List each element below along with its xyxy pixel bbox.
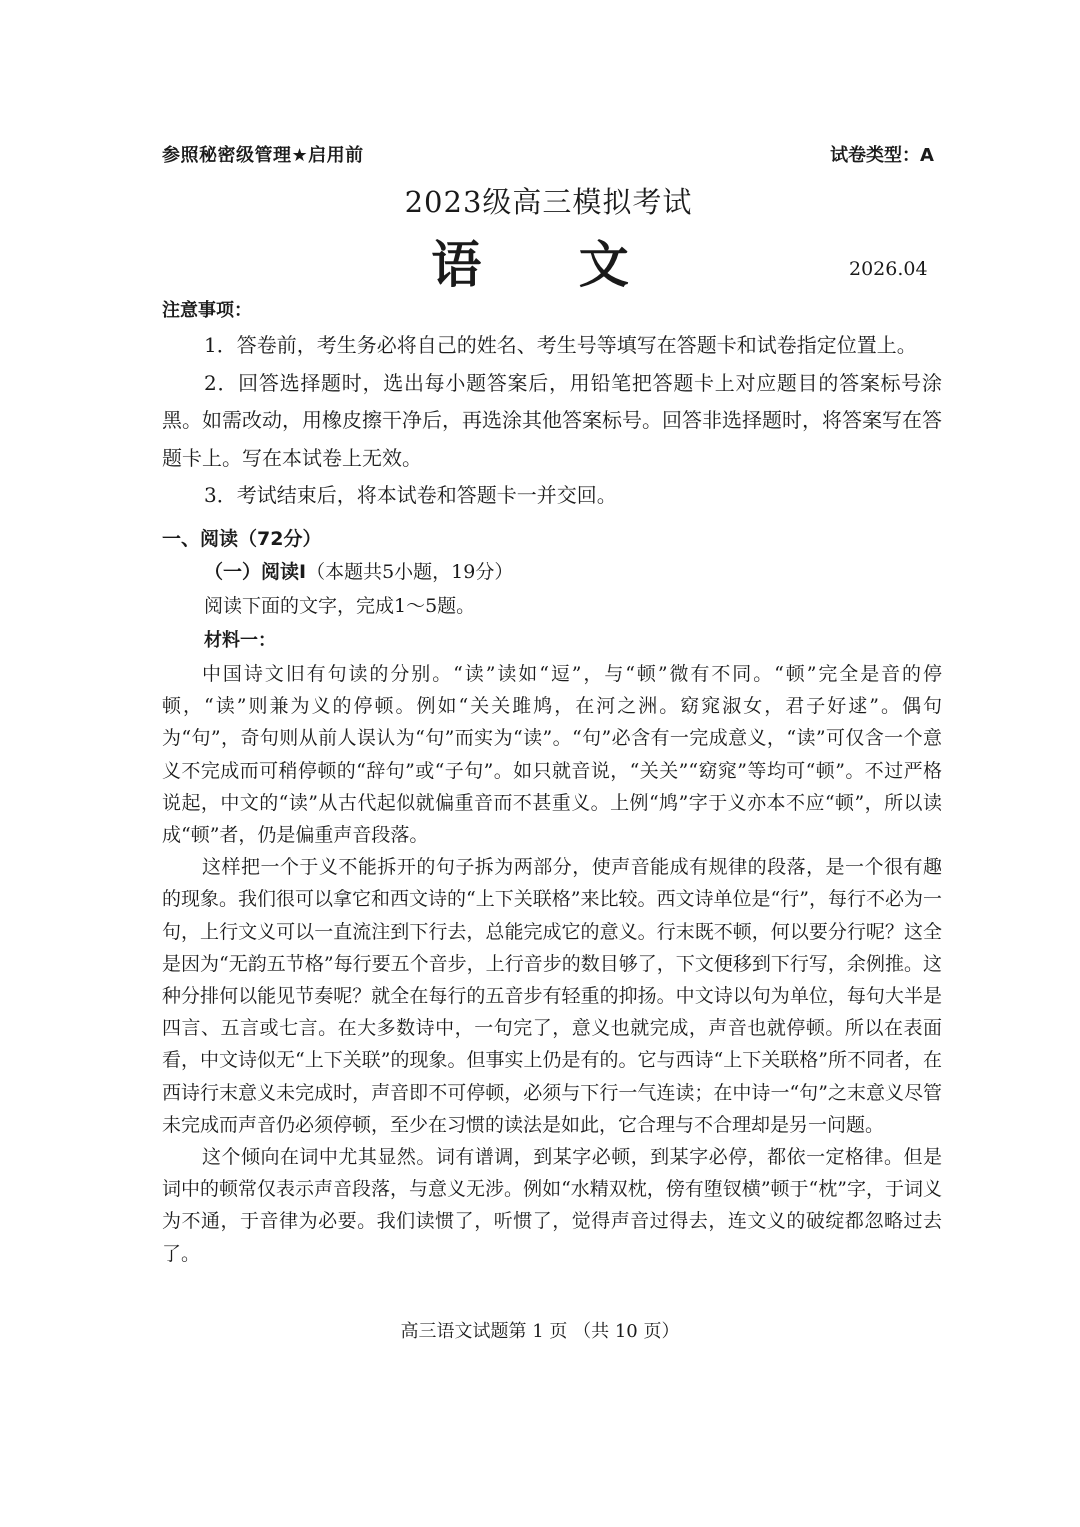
passage-body xyxy=(162,658,942,1270)
subject-title: 语 文 xyxy=(431,236,669,294)
notice-item-2: 2．回答选择题时，选出每小题答案后，用铅笔把答题卡上对应题目的答案标号涂黑。如需改动，用橡皮擦干净后，再选涂其他答案标号。回答非选择题时，将答案写在答题卡上。写在本试卷上无效。 xyxy=(162,370,942,470)
passage-paragraph: 这样把一个于义不能拆开的句子拆为两部分，使声音能成有规律的段落，是一个很有趣的现象。我们很可以拿它和西文诗的“上下关联格”来比较。西文诗单位是“行”，每行不必为一句，上行文义可以一直流注到下行去，总能完成它的意义。行末既不顿，何以要分行呢？这全是因为“无韵五节格”每行要五个音步，上行音步的数目够了，下文便移到下行写，余例推。这种分排何以能见节奏呢？就全在每行的五音步有轻重的抑扬。中文诗以句为单位，每句大半是四言、五言或七言。在大多数诗中，一句完了，意义也就完成，声音也就停顿。所以在表面看，中文诗似无“上下关联”的现象。但事实上仍是有的。它与西诗“上下关联格”所不同者，在西诗行末意义未完成时，声音即不可停顿，必须与下行一气连读；在中诗一“句”之末意义尽管未完成而声音仍必须停顿，至少在习惯的读法是如此，它合理与不合理却是另一问题。 xyxy=(162,856,942,1136)
subsection-name: （一）阅读Ⅰ xyxy=(204,561,307,583)
notice-list xyxy=(162,327,942,515)
paper-type-label: 试卷类型：A xyxy=(830,145,934,166)
exam-date: 2026.04 xyxy=(849,258,928,280)
notice-item-1: 1．答卷前，考生务必将自己的姓名、考生号等填写在答题卡和试卷指定位置上。 xyxy=(204,333,917,357)
passage-paragraph: 这个倾向在词中尤其显然。词有谱调，到某字必顿，到某字必停，都依一定格律。但是词中的顿常仅表示声音段落，与意义无涉。例如“水精双枕，傍有堕钗横”顿于“枕”字，于词义为不通，于音律为必要。我们读惯了，听惯了，觉得声音过得去，连文义的破绽都忽略过去了。 xyxy=(162,1146,942,1265)
material-label: 材料一： xyxy=(204,630,276,651)
notice-title: 注意事项： xyxy=(162,300,252,321)
secret-level-label: 参照秘密级管理★启用前 xyxy=(162,145,364,166)
reading-instruction: 阅读下面的文字，完成1～5题。 xyxy=(204,595,476,617)
exam-title: 2023级高三模拟考试 xyxy=(404,185,693,219)
subsection-title xyxy=(204,557,513,584)
subsection-note: （本题共5小题，19分） xyxy=(306,561,514,583)
page-footer: 高三语文试题第 1 页 （共 10 页） xyxy=(400,1321,680,1342)
notice-item-3: 3．考试结束后，将本试卷和答题卡一并交回。 xyxy=(204,483,617,507)
passage-paragraph: 中国诗文旧有句读的分别。“读”读如“逗”，与“顿”微有不同。“顿”完全是音的停顿，“读”则兼为义的停顿。例如“关关雎鸠，在河之洲。窈窕淑女，君子好逑”。偶句为“句”，奇句则从前人误认为“句”而实为“读”。“句”必含有一完成意义，“读”可仅含一个意义不完成而可稍停顿的“辞句”或“子句”。如只就音说，“关关”“窈窕”等均可“顿”。不过严格说起，中文的“读”从古代起似就偏重音而不甚重义。上例“鸠”字于义亦本不应“顿”，所以读成“顿”者，仍是偏重声音段落。 xyxy=(162,663,942,847)
section-title: 一、阅读（72分） xyxy=(162,528,322,550)
